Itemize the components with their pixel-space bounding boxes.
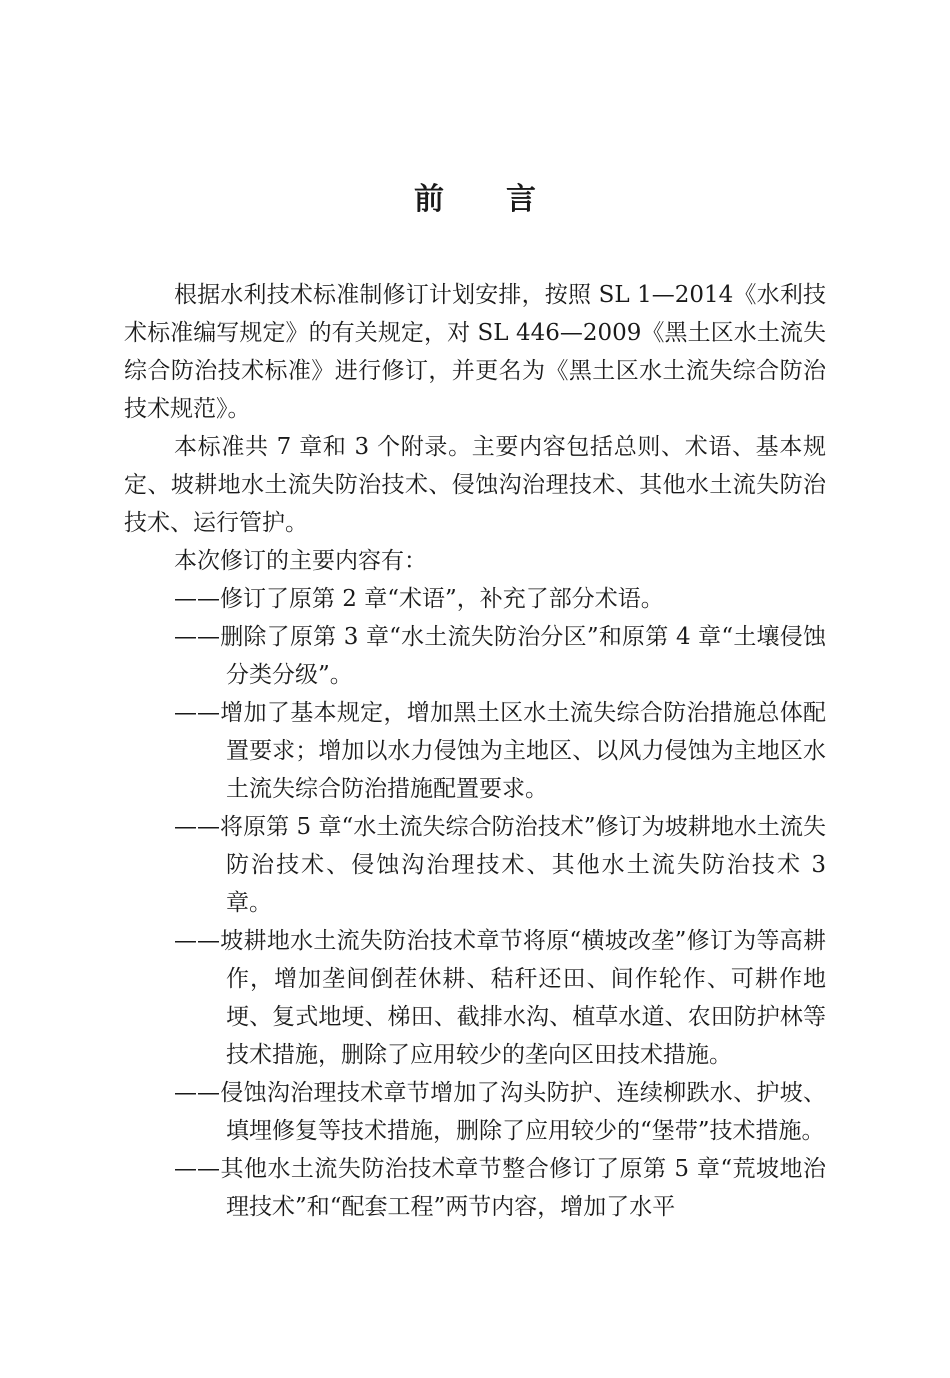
- list-item: ——修订了原第 2 章“术语”，补充了部分术语。: [174, 586, 664, 612]
- list-item: ——坡耕地水土流失防治技术章节将原“横坡改垄”修订为等高耕作，增加垄间倒茬休耕、秸秆还田、间作轮作、可耕作地埂、复式地埂、梯田、截排水沟、植草水道、农田防护林等技术措施，删除了应用较少的垄向区田技术措施。: [174, 928, 826, 1068]
- paragraph: 根据水利技术标准制修订计划安排，按照 SL 1—2014《水利技术标准编写规定》的有关规定，对 SL 446—2009《黑土区水土流失综合防治技术标准》进行修订，并更名为《黑土区水土流失综合防治技术规范》。: [124, 282, 826, 422]
- list-item: ——其他水土流失防治技术章节整合修订了原第 5 章“荒坡地治理技术”和“配套工程”两节内容，增加了水平: [174, 1156, 826, 1220]
- paragraph: 本次修订的主要内容有：: [174, 548, 427, 574]
- list-item: ——删除了原第 3 章“水土流失防治分区”和原第 4 章“土壤侵蚀分类分级”。: [174, 624, 826, 688]
- list-item: ——将原第 5 章“水土流失综合防治技术”修订为坡耕地水土流失防治技术、侵蚀沟治理技术、其他水土流失防治技术 3 章。: [174, 814, 826, 916]
- body-text: [124, 276, 826, 1226]
- list-item: ——增加了基本规定，增加黑土区水土流失综合防治措施总体配置要求；增加以水力侵蚀为主地区、以风力侵蚀为主地区水土流失综合防治措施配置要求。: [174, 700, 826, 802]
- page-title: 前言: [414, 182, 598, 217]
- paragraph: 本标准共 7 章和 3 个附录。主要内容包括总则、术语、基本规定、坡耕地水土流失防治技术、侵蚀沟治理技术、其他水土流失防治技术、运行管护。: [124, 434, 826, 536]
- list-item: ——侵蚀沟治理技术章节增加了沟头防护、连续柳跌水、护坡、填埋修复等技术措施，删除了应用较少的“堡带”技术措施。: [174, 1080, 826, 1144]
